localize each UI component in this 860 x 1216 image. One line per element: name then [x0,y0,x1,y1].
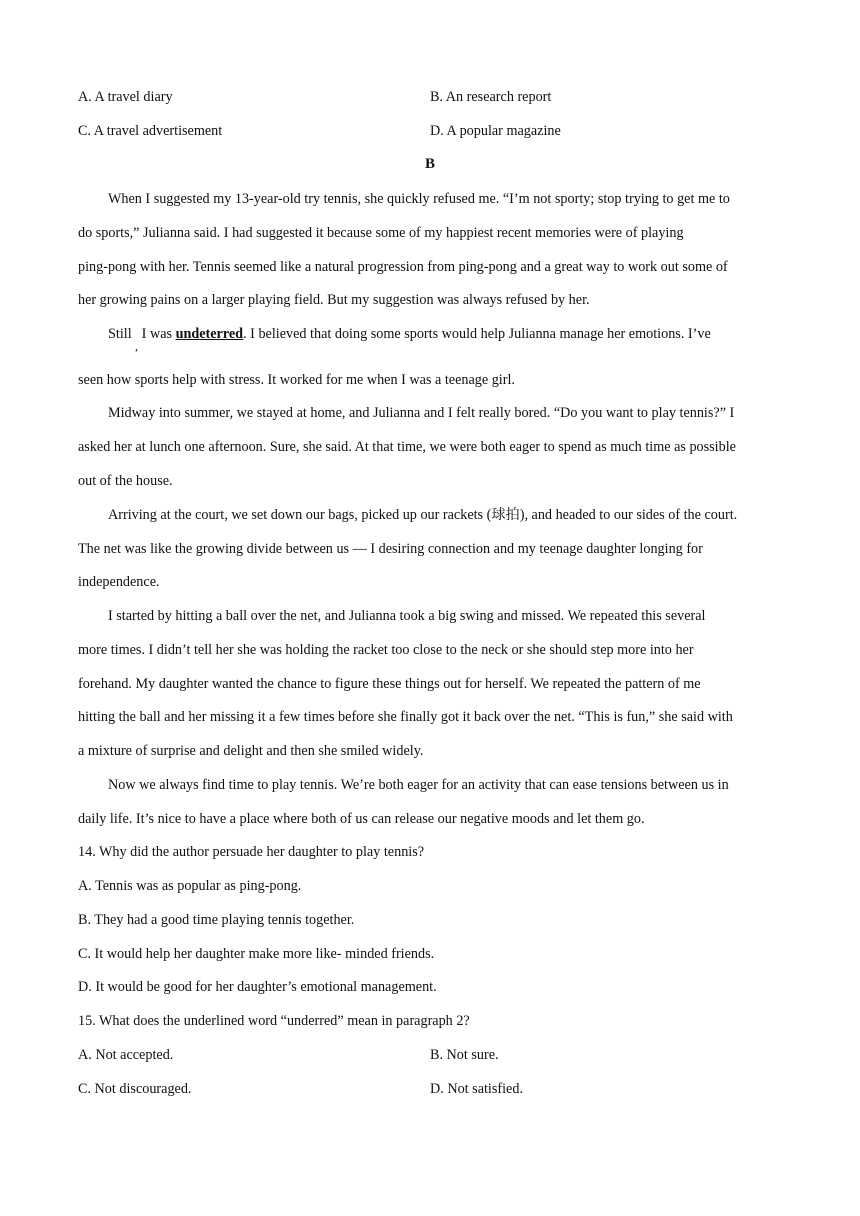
passage-line: independence. [78,574,160,590]
q14-option-b: B. They had a good time playing tennis together. [78,912,355,928]
q14-stem: 14. Why did the author persuade her daughter to play tennis? [78,844,425,860]
passage-line: seen how sports help with stress. It worked for me when I was a teenage girl. [78,372,515,388]
passage-line: Arriving at the court, we set down our bags, picked up our rackets (球拍), and headed to our sides of the court. [108,507,738,523]
p2-before: I was [141,326,176,342]
q13-option-b: B. An research report [430,89,552,105]
passage-line: ping-pong with her. Tennis seemed like a natural progression from ping-pong and a great way to work out some of [78,259,728,275]
q15-option-b: B. Not sure. [430,1047,499,1063]
passage-line-p2 [108,325,711,343]
underlined-word: undeterred [175,326,244,342]
q13-option-a: A. A travel diary [78,89,173,105]
passage-line: out of the house. [78,473,173,489]
q15-option-c: C. Not discouraged. [78,1081,192,1097]
passage-line: her growing pains on a larger playing field. But my suggestion was always refused by her. [78,292,590,308]
q15-stem: 15. What does the underlined word “underred” mean in paragraph 2? [78,1013,470,1029]
stray-comma: , [135,339,138,353]
q14-option-c: C. It would help her daughter make more like- minded friends. [78,946,435,962]
q15-option-d: D. Not satisfied. [430,1081,523,1097]
p2-after: . I believed that doing some sports would help Julianna manage her emotions. I’ve [243,326,711,342]
passage-line: more times. I didn’t tell her she was holding the racket too close to the neck or she should step more into her [78,642,694,658]
q14-option-a: A. Tennis was as popular as ping-pong. [78,878,302,894]
passage-line: hitting the ball and her missing it a few times before she finally got it back over the net. “This is fun,” she said with [78,709,733,725]
q14-option-d: D. It would be good for her daughter’s emotional management. [78,979,437,995]
q13-option-d: D. A popular magazine [430,123,561,139]
q13-option-c: C. A travel advertisement [78,123,223,139]
passage-line: Midway into summer, we stayed at home, and Julianna and I felt really bored. “Do you want to play tennis?” I [108,405,735,421]
passage-line: daily life. It’s nice to have a place where both of us can release our negative moods and let them go. [78,811,645,827]
passage-line: Now we always find time to play tennis. We’re both eager for an activity that can ease tensions between us in [108,777,729,793]
passage-line: asked her at lunch one afternoon. Sure, she said. At that time, we were both eager to spend as much time as possible [78,439,736,455]
still-word: Still [108,326,132,342]
passage-line: a mixture of surprise and delight and then she smiled widely. [78,743,424,759]
q15-option-a: A. Not accepted. [78,1047,174,1063]
passage-line: I started by hitting a ball over the net, and Julianna took a big swing and missed. We repeated this several [108,608,706,624]
passage-line: forehand. My daughter wanted the chance to figure these things out for herself. We repeated the pattern of me [78,676,701,692]
section-title: B [424,156,435,172]
passage-line: do sports,” Julianna said. I had suggested it because some of my happiest recent memories were of playing [78,225,684,241]
passage-line: The net was like the growing divide between us — I desiring connection and my teenage daughter longing for [78,541,703,557]
passage-line: When I suggested my 13-year-old try tennis, she quickly refused me. “I’m not sporty; stop trying to get me to [108,191,730,207]
